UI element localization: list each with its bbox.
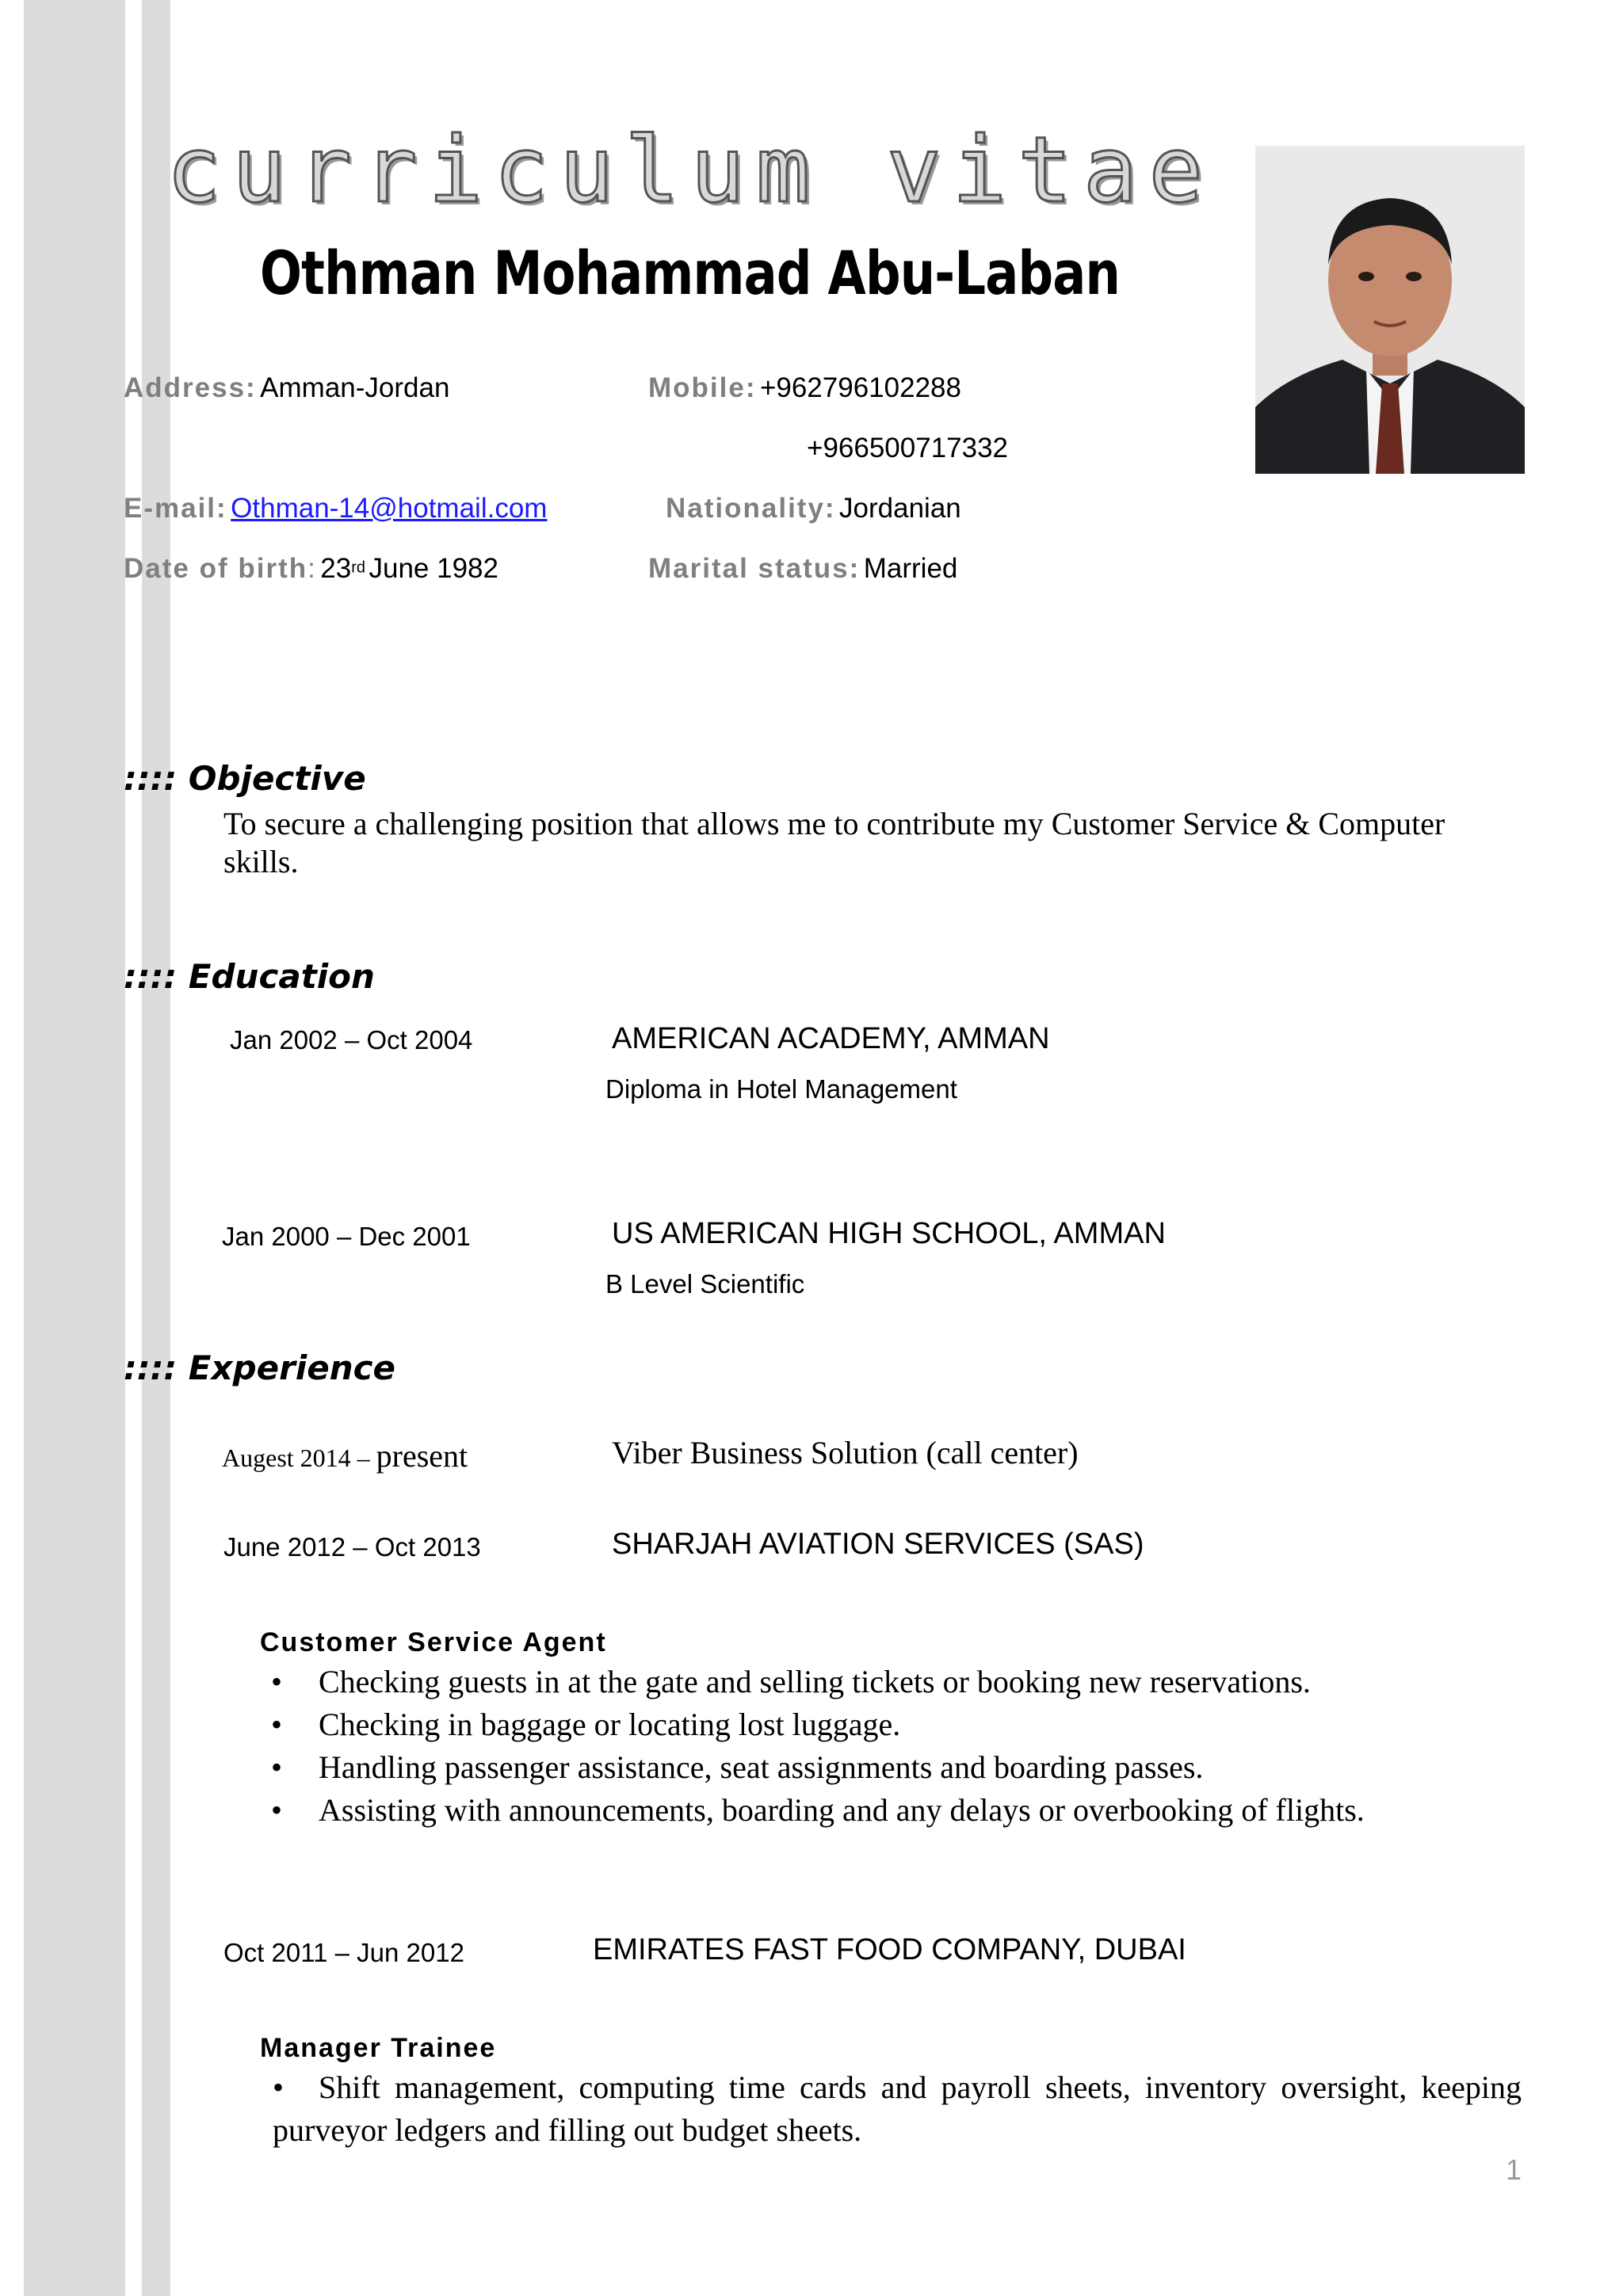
- nationality-label: Nationality:: [666, 493, 836, 524]
- mobile-row: [648, 372, 961, 404]
- experience-date: June 2012 – Oct 2013: [223, 1532, 481, 1562]
- experience-date: [222, 1437, 468, 1474]
- job-role: Manager Trainee: [260, 2033, 497, 2063]
- dob-rest: June 1982: [369, 553, 498, 584]
- job-duties-list: [268, 1661, 1520, 1832]
- education-degree: B Level Scientific: [605, 1269, 805, 1299]
- cv-title: curriculum vitae: [166, 117, 1215, 223]
- bullet-glyph: •: [271, 1792, 283, 1828]
- experience-heading: :::: Experience: [124, 1348, 396, 1387]
- objective-line-1: To secure a challenging position that allows me to contribute my Customer Service & Computer: [223, 806, 1445, 841]
- experience-company: SHARJAH AVIATION SERVICES (SAS): [612, 1527, 1144, 1561]
- education-institution: AMERICAN ACADEMY, AMMAN: [612, 1022, 1050, 1055]
- dob-row: [124, 553, 498, 585]
- bullet-glyph: •: [271, 1707, 283, 1742]
- list-item: • Checking in baggage or locating lost luggage.: [268, 1703, 1520, 1746]
- email-label: E-mail:: [124, 493, 227, 524]
- job-role: Customer Service Agent: [260, 1627, 607, 1657]
- mobile-value-1: +962796102288: [759, 372, 961, 403]
- marital-row: [648, 553, 957, 585]
- left-decor-stripe: [24, 0, 125, 2296]
- education-heading: :::: Education: [124, 957, 375, 996]
- candidate-name: Othman Mohammad Abu-Laban: [260, 238, 1121, 308]
- education-institution: US AMERICAN HIGH SCHOOL, AMMAN: [612, 1217, 1166, 1250]
- bullet-glyph: •: [271, 1749, 283, 1785]
- marital-value: Married: [863, 553, 958, 584]
- experience-date-start: Augest 2014 –: [222, 1444, 376, 1472]
- list-item: • Assisting with announcements, boarding and any delays or overbooking of flights.: [268, 1789, 1520, 1832]
- experience-company: Viber Business Solution (call center): [612, 1435, 1079, 1470]
- experience-date: Oct 2011 – Jun 2012: [223, 1938, 464, 1967]
- email-link[interactable]: Othman-14@hotmail.com: [231, 493, 548, 524]
- profile-photo: [1255, 146, 1525, 474]
- job-duties-list: [273, 2066, 1522, 2152]
- dob-day: 23: [320, 553, 352, 584]
- marital-label: Marital status:: [648, 553, 861, 584]
- mobile-value-2: +966500717332: [807, 433, 1009, 463]
- address-value: Amman-Jordan: [260, 372, 450, 403]
- objective-heading: :::: Objective: [124, 759, 366, 798]
- email-row: [124, 493, 547, 524]
- nationality-value: Jordanian: [839, 493, 961, 524]
- objective-line-2: skills.: [223, 844, 299, 879]
- left-decor-stripe-thin: [142, 0, 170, 2296]
- bullet-glyph: •: [273, 2069, 285, 2105]
- page-number: 1: [1506, 2153, 1522, 2186]
- nationality-row: [666, 493, 961, 524]
- dob-suffix: rd: [351, 559, 366, 577]
- education-degree: Diploma in Hotel Management: [605, 1074, 957, 1104]
- dob-label: Date of birth: [124, 553, 308, 584]
- dob-separator: :: [307, 553, 317, 584]
- education-date: Jan 2000 – Dec 2001: [222, 1222, 471, 1251]
- list-item: • Shift management, computing time cards and payroll sheets, inventory oversight, keeping purveyor ledgers and filling out budget sheets.: [273, 2066, 1522, 2152]
- address-row: [124, 372, 449, 404]
- experience-company: EMIRATES FAST FOOD COMPANY, DUBAI: [593, 1933, 1186, 1966]
- mobile-label: Mobile:: [648, 372, 757, 403]
- bullet-glyph: •: [271, 1664, 283, 1699]
- list-item: • Handling passenger assistance, seat assignments and boarding passes.: [268, 1746, 1520, 1789]
- list-item: • Checking guests in at the gate and selling tickets or booking new reservations.: [268, 1661, 1520, 1703]
- experience-date-end: present: [376, 1438, 468, 1474]
- address-label: Address:: [124, 372, 257, 403]
- education-date: Jan 2002 – Oct 2004: [230, 1025, 473, 1055]
